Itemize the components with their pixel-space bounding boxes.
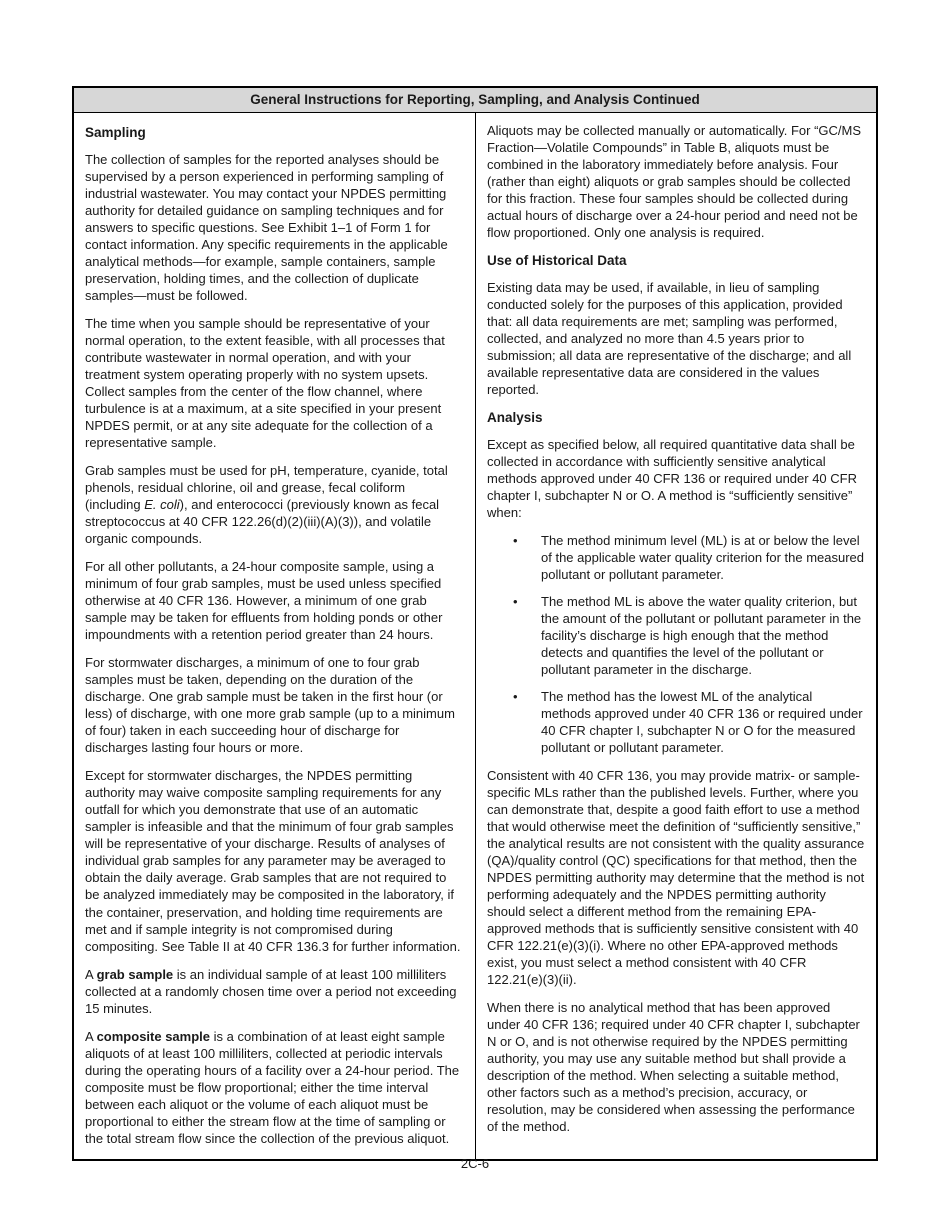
paragraph-composite-definition <box>85 1028 464 1147</box>
paragraph-no-approved-method: When there is no analytical method that has been approved under 40 CFR 136; required under 40 CFR chapter I, subchapter N or O, and is not otherwise required by the NPDES permitting authority, you may use any suitable method but shall provide a description of the method. When selecting a suitable method, other factors such as a method’s precision, accuracy, or resolution, may be considered when assessing the performance of the method. <box>487 1000 860 1135</box>
analysis-bullet-list <box>487 532 865 756</box>
bullet-text: The method minimum level (ML) is at or below the level of the applicable water quality criterion for the measured pollutant or pollutant parameter. <box>541 532 865 582</box>
right-column <box>475 113 876 1159</box>
left-column <box>74 113 475 1159</box>
bullet-icon: • <box>513 532 518 548</box>
text-run-bold-grab-sample: grab sample <box>96 966 174 982</box>
text-run-bold-composite-sample: composite sample <box>96 1028 211 1044</box>
bullet-icon: • <box>513 688 518 704</box>
paragraph-aliquots: Aliquots may be collected manually or automatically. For “GC/MS Fraction—Volatile Compounds” in Table B, aliquots must be combined in the laboratory immediately before analysis. Four (rather than eight) aliquots or grab samples should be collected for this fraction. These four samples should be collected during actual hours of discharge over a 24-hour period and need not be flow proportioned. Only one analysis is required. <box>487 123 862 241</box>
paragraph-historical-data: Existing data may be used, if available, in lieu of sampling conducted solely for the purposes of this application, provided that: all data requirements are met; sampling was performed, collected, and analyzed no more than 4.5 years prior to submission; all data are representative of the discharge; and all available representative data are considered in the values reported. <box>487 279 852 398</box>
bullet-icon: • <box>513 593 518 609</box>
paragraph-waiver: Except for stormwater discharges, the NPDES permitting authority may waive composite sampling requirements for any outfall for which you demonstrate that use of an automatic sampler is infeasible and that the minimum of four grab samples will be representative of your discharge. Results of analyses of individual grab samples for any parameter may be averaged to obtain the daily average. Grab samples that are not required to be analyzed immediately may be composited in the laboratory, if the container, preservation, and holding time requirements are met and if sample integrity is not compromised during compositing. See Table II at 40 CFR 136.3 for further information. <box>85 768 461 954</box>
text-run-italic-e-coli: E. coli <box>144 497 180 513</box>
text-run: Grab samples must be used for pH, temperature, cyanide, total phenols, residual chlorine, oil and grease, fecal coliform (including <box>85 463 448 513</box>
paragraph-grab-definition <box>85 966 464 1017</box>
bullet-text: The method has the lowest ML of the analytical methods approved under 40 CFR 136 or required under 40 CFR chapter I, subchapter N or O for the measured pollutant or pollutant parameter. <box>541 688 863 755</box>
heading-historical-data: Use of Historical Data <box>487 253 627 269</box>
paragraph-stormwater: For stormwater discharges, a minimum of one to four grab samples must be taken, depending on the duration of the discharge. One grab sample must be taken in the first hour (or less) of discharge, with one more grab sample (up to a minimum of four) taken in each succeeding hour of discharge for discharges lasting four hours or more. <box>85 655 455 756</box>
text-run: is a combination of at least eight sample aliquots of at least 100 milliliters, collected at periodic intervals during the operating hours of a facility over a 24-hour period. The composite must be flow proportional; either the time interval between each aliquot or the volume of each aliquot must be proportional to either the stream flow at the time of sampling or the total stream flow since the collection of the previous aliquot. <box>85 1028 460 1146</box>
heading-analysis: Analysis <box>487 410 543 426</box>
instructions-box <box>72 86 878 1161</box>
two-column-body <box>74 113 876 1159</box>
paragraph-collection: The collection of samples for the reported analyses should be supervised by a person experienced in performing sampling of industrial wastewater. You may contact your NPDES permitting authority for detailed guidance on sampling techniques and for answers to specific questions. See Exhibit 1–1 of Form 1 for contact information. Any specific requirements in the applicable analytical methods—for example, sample containers, sample preservation, holding times, and the collection of duplicate samples—must be followed. <box>85 151 448 303</box>
bullet-text: The method ML is above the water quality criterion, but the amount of the pollutant or pollutant parameter in the facility’s discharge is high enough that the method detects and quantifies the level of the pollutant or pollutant parameter in the discharge. <box>541 593 862 677</box>
text-run: A <box>85 1028 97 1044</box>
paragraph-representative-time: The time when you sample should be representative of your normal operation, to the extent feasible, with all processes that contribute wastewater in normal operation, and with your treatment system operating properly with no system upsets. Collect samples from the center of the flow channel, where turbulence is at a maximum, at a site specified in your present NPDES permit, or at any site adequate for the collection of a representative sample. <box>85 316 445 451</box>
paragraph-grab-uses <box>85 462 464 547</box>
text-run: A <box>85 966 97 982</box>
section-header-title: General Instructions for Reporting, Sampling, and Analysis Continued <box>74 88 876 113</box>
list-item <box>487 593 865 678</box>
heading-sampling: Sampling <box>85 125 146 141</box>
list-item <box>487 688 865 756</box>
page-number: 2C-6 <box>460 1156 490 1171</box>
list-item <box>487 532 865 583</box>
paragraph-analysis-intro: Except as specified below, all required quantitative data shall be collected in accordance with sufficiently sensitive analytical methods approved under 40 CFR 136 or required under 40 CFR chapter I, subchapter N or O. A method is “sufficiently sensitive” when: <box>487 436 857 520</box>
paragraph-composite-24hr: For all other pollutants, a 24-hour composite sample, using a minimum of four grab samples, must be used unless specified otherwise at 40 CFR 136. However, a minimum of one grab sample may be taken for effluents from holding ponds or other impoundments with a retention period greater than 24 hours. <box>85 559 443 643</box>
paragraph-consistent-136: Consistent with 40 CFR 136, you may provide matrix- or sample-specific MLs rather than the published levels. Further, where you can demonstrate that, despite a good faith effort to use a method that would otherwise meet the definition of “sufficiently sensitive,” the analytical results are not consistent with the quality assurance (QA)/quality control (QC) specifications for that method, then the NPDES permitting authority may determine that the method is not performing adequately and the NPDES permitting authority should select a different method from the remaining EPA-approved methods that is sufficiently sensitive consistent with 40 CFR 122.21(e)(3)(i). Where no other EPA-approved methods exist, you must select a method consistent with 40 CFR 122.21(e)(3)(ii). <box>487 768 865 988</box>
text-run: ), and enterococci (previously known as fecal streptococcus at 40 CFR 122.26(d)(2)(iii)(A)(3)), and volatile organic compounds. <box>85 497 440 547</box>
text-run: is an individual sample of at least 100 milliliters collected at a randomly chosen time over a period not exceeding 15 minutes. <box>85 966 457 1016</box>
